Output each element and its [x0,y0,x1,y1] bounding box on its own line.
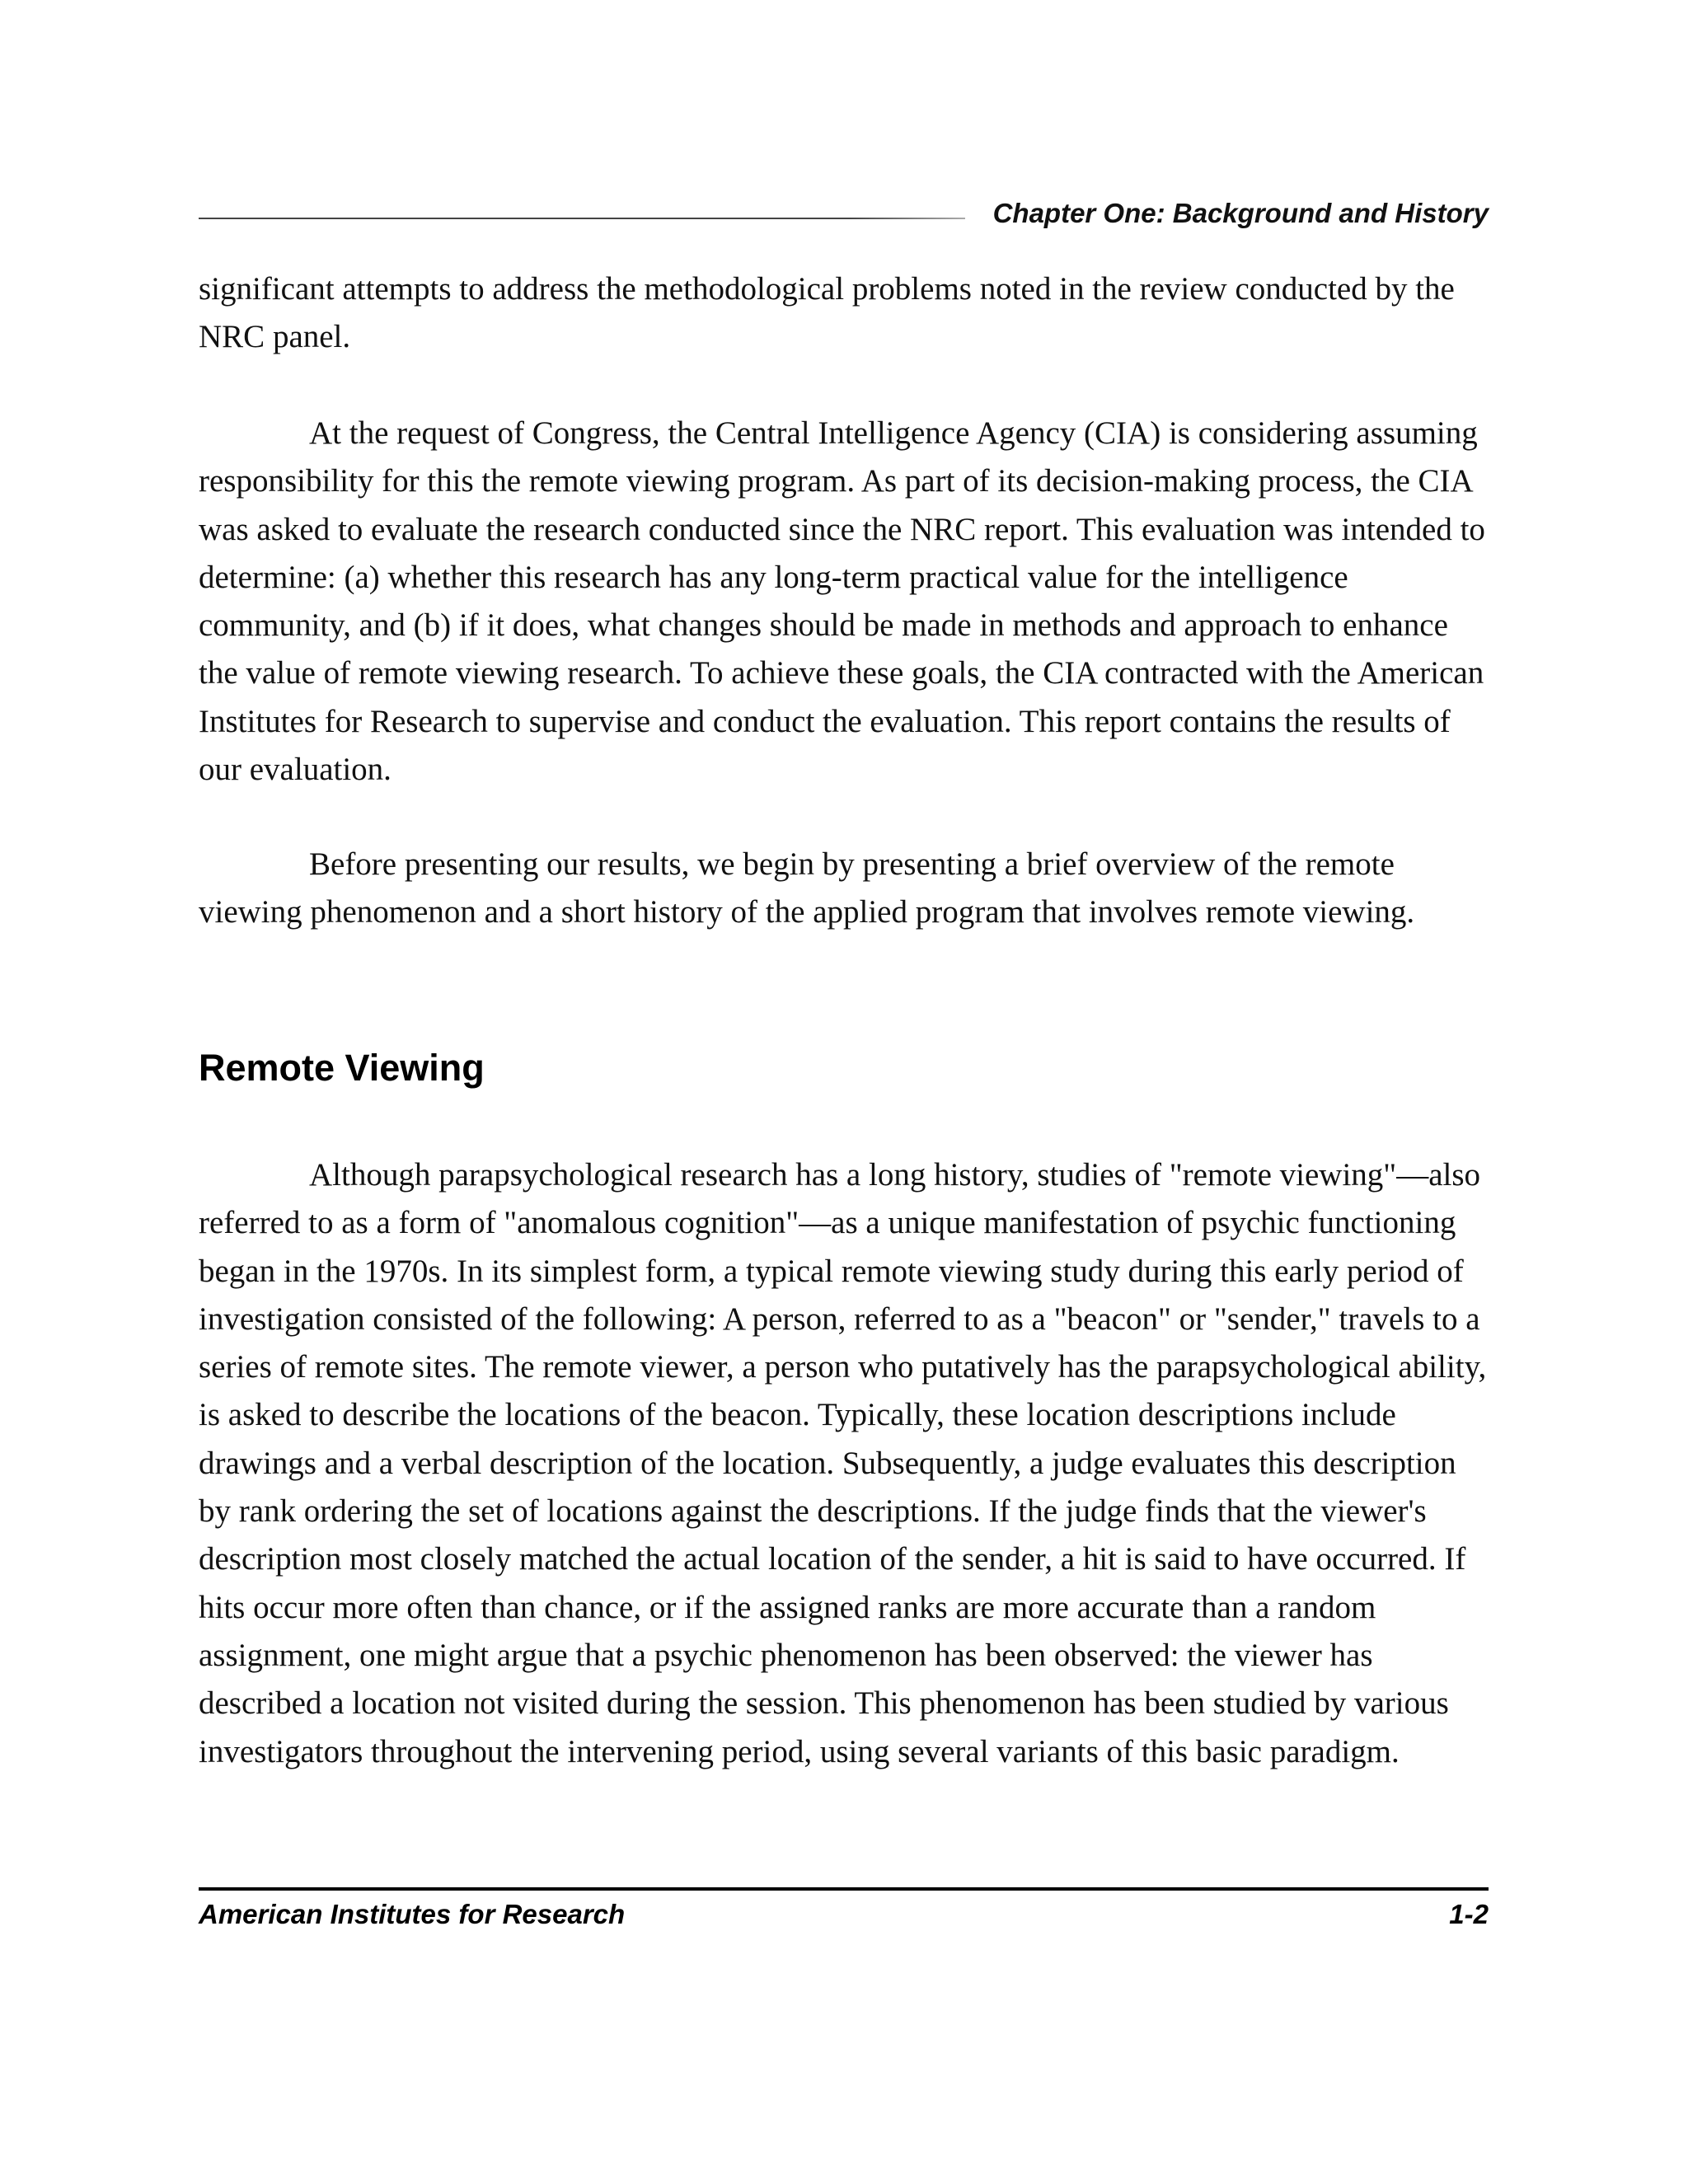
header-rule [199,218,965,219]
footer-rule [199,1887,1489,1891]
page-footer [199,1887,1489,1937]
paragraph-continuation: significant attempts to address the methodological problems noted in the review conducted by the NRC panel. [199,271,1455,355]
section-heading: Remote Viewing [199,1047,485,1089]
paragraph-cia-request: At the request of Congress, the Central Intelligence Agency (CIA) is considering assuming responsibility for this the remote viewing program. As part of its decision-making process, the CIA was asked to evaluate the research conducted since the NRC report. This evaluation was intended to determine: (a) whether this research has any long-term practical value for the intelligence community, and (b) if it does, what changes should be made in methods and approach to enhance the value of remote viewing research. To achieve these goals, the CIA contracted with the American Institutes for Research to supervise and conduct the evaluation. This report contains the results of our evaluation. [199,415,1485,788]
footer-organization: American Institutes for Research [199,1899,626,1929]
chapter-title: Chapter One: Background and History [992,198,1489,228]
paragraph-remote-viewing: Although parapsychological research has a long history, studies of "remote viewing"—also referred to as a form of "anomalous cognition"—as a unique manifestation of psychic functioning began in the 1970s. In its simplest form, a typical remote viewing study during this early period of investigation consisted of the following: A person, referred to as a "beacon" or "sender," travels to a series of remote sites. The remote viewer, a person who putatively has the parapsychological ability, is asked to describe the locations of the beacon. Typically, these location descriptions include drawings and a verbal description of the location. Subsequently, a judge evaluates this description by rank ordering the set of locations against the descriptions. If the judge finds that the viewer's description most closely matched the actual location of the sender, a hit is said to have occurred. If hits occur more often than chance, or if the assigned ranks are more accurate than a random assignment, one might argue that a psychic phenomenon has been observed: the viewer has described a location not visited during the session. This phenomenon has been studied by various investigators throughout the intervening period, using several variants of this basic paradigm. [199,1157,1487,1769]
page-header [199,194,1489,234]
paragraph-overview-intro: Before presenting our results, we begin by presenting a brief overview of the remote viewing phenomenon and a short history of the applied program that involves remote viewing. [199,846,1415,930]
page-number: 1-2 [1449,1899,1489,1929]
